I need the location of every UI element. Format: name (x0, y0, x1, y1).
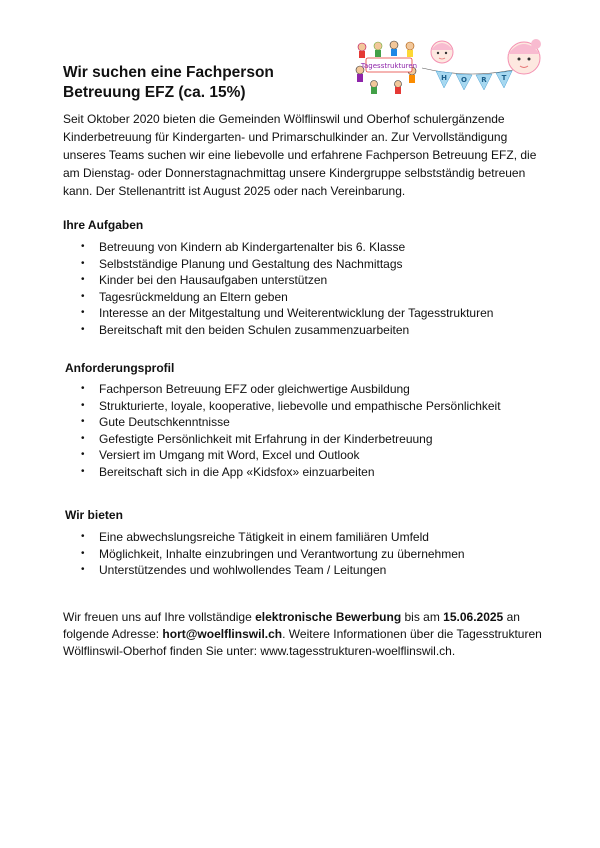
closing-paragraph (63, 609, 543, 660)
list-item-text: Eine abwechslungsreiche Tätigkeit in einem familiären Umfeld (99, 530, 429, 544)
logo-banner-text: Tagesstrukturen (360, 62, 418, 70)
list-item-text: Bereitschaft mit den beiden Schulen zusammenzuarbeiten (99, 322, 410, 337)
list-item (63, 322, 543, 339)
title-line: Wir suchen eine Fachperson (63, 64, 274, 81)
section-heading-aufgaben: Ihre Aufgaben (63, 218, 144, 232)
flag-letter: O (461, 76, 467, 84)
title-line: Betreuung EFZ (ca. 15%) (63, 84, 246, 101)
girl-faces-drawing (431, 39, 541, 74)
bullet-icon: • (81, 432, 85, 444)
list-item-text: Interesse an der Mitgestaltung und Weiterentwicklung der Tagesstrukturen (99, 306, 494, 320)
list-item-text: Möglichkeit, Inhalte einzubringen und Verantwortung zu übernehmen (99, 546, 465, 561)
bullet-icon: • (81, 257, 85, 269)
list-item (63, 546, 543, 563)
list-item-text: Strukturierte, loyale, kooperative, liebevolle und empathische Persönlichkeit (99, 398, 501, 413)
closing-bold-application: elektronische Bewerbung (255, 610, 402, 624)
list-aufgaben (63, 239, 543, 338)
list-item-text: Betreuung von Kindern ab Kindergartenalter bis 6. Klasse (99, 240, 406, 254)
list-bieten (63, 529, 543, 579)
bullet-icon: • (81, 547, 85, 559)
list-item (63, 529, 543, 546)
closing-text: an folgende Adresse: (63, 610, 520, 641)
list-item-text: Fachperson Betreuung EFZ oder gleichwertige Ausbildung (99, 382, 410, 396)
closing-text: Wir freuen uns auf Ihre vollständige (63, 610, 256, 624)
children-drawing (356, 41, 417, 94)
hort-logo (352, 38, 542, 100)
flag-letter: H (441, 74, 447, 82)
list-item-text: Gefestigte Persönlichkeit mit Erfahrung in der Kinderbetreuung (99, 431, 433, 446)
list-item (63, 272, 543, 289)
closing-bold-deadline: 15.06.2025 (443, 610, 504, 624)
bullet-icon: • (81, 465, 85, 477)
bullet-icon: • (81, 564, 85, 575)
bullet-icon: • (81, 307, 85, 318)
list-item (63, 464, 543, 481)
bullet-icon: • (81, 383, 85, 394)
bullet-icon: • (81, 290, 85, 302)
list-item-text: Unterstützendes und wohlwollendes Team / Leitungen (99, 563, 387, 577)
list-item-text: Kinder bei den Hausaufgaben unterstützen (99, 273, 328, 287)
bullet-icon: • (81, 274, 85, 285)
section-heading-bieten: Wir bieten (65, 508, 123, 522)
closing-text: bis am (401, 610, 444, 624)
bullet-icon: • (81, 241, 85, 252)
list-item (63, 381, 543, 398)
page-title (63, 63, 363, 103)
list-item (63, 398, 543, 415)
list-item (63, 289, 543, 306)
flag-letter: T (501, 74, 507, 82)
list-item (63, 447, 543, 464)
list-item (63, 414, 543, 431)
closing-bold-email[interactable]: hort@woelflinswil.ch (162, 627, 283, 641)
list-item (63, 562, 543, 579)
intro-paragraph: Seit Oktober 2020 bieten die Gemeinden Wölflinswil und Oberhof schulergänzende Kinderbetreuung für Kindergarten- und Primarschulkinder an. Zur Vervollständigung unseres Teams suchen wir eine liebevolle und erfahrene Fachperson Betreuung EFZ, die am Dienstag- oder Donnerstagnachmittag unsere Kindergruppe selbstständig betreuen kann. Der Stellenantritt ist August 2025 oder nach Vereinbarung. (63, 112, 537, 198)
list-item-text: Versiert im Umgang mit Word, Excel und Outlook (99, 448, 360, 462)
bunting-flags (422, 68, 522, 90)
list-profil (63, 381, 543, 480)
list-item (63, 305, 543, 322)
bullet-icon: • (81, 531, 85, 542)
list-item (63, 256, 543, 273)
section-heading-profil: Anforderungsprofil (65, 361, 175, 375)
list-item-text: Selbstständige Planung und Gestaltung des Nachmittags (99, 256, 403, 271)
closing-text: . Weitere Informationen über die Tagesstrukturen Wölflinswil-Oberhof finden Sie unter: www.tagesstrukturen-woelflinswil.ch. (63, 627, 542, 658)
bullet-icon: • (81, 449, 85, 460)
list-item-text: Bereitschaft sich in die App «Kidsfox» einzuarbeiten (99, 464, 375, 479)
list-item-text: Gute Deutschkenntnisse (99, 415, 230, 429)
bullet-icon: • (81, 399, 85, 411)
bullet-icon: • (81, 416, 85, 427)
flag-letter: R (481, 76, 487, 84)
list-item (63, 239, 543, 256)
bullet-icon: • (81, 323, 85, 335)
list-item (63, 431, 543, 448)
list-item-text: Tagesrückmeldung an Eltern geben (99, 289, 288, 304)
